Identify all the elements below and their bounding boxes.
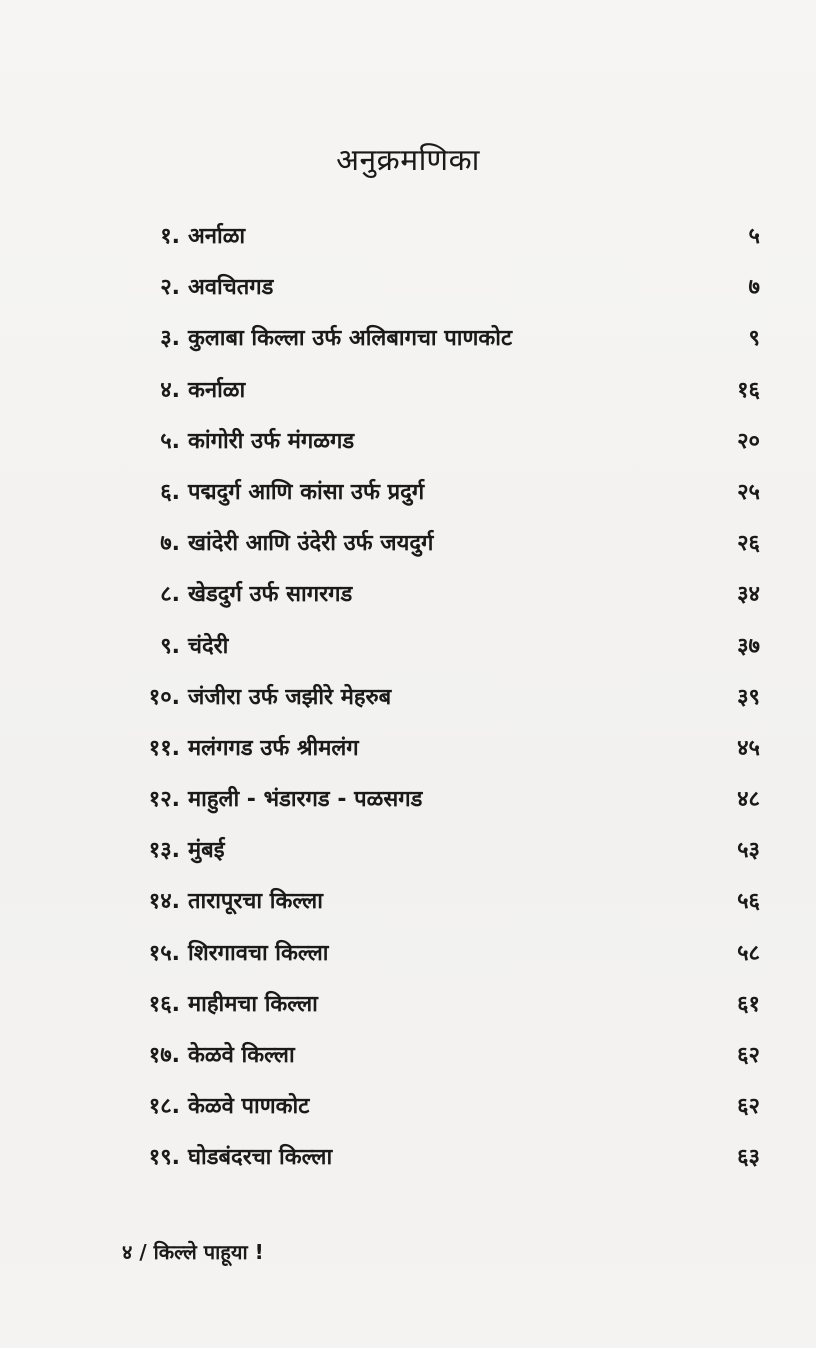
entry-title: केळवे किल्ला xyxy=(188,1043,295,1068)
entry-title: अवचितगड xyxy=(188,275,274,301)
entry-page-number: ७ xyxy=(748,275,760,301)
entry-title: शिरगावचा किल्ला xyxy=(188,940,329,966)
entry-page-number: ५६ xyxy=(737,889,760,915)
toc-entry xyxy=(0,1133,816,1184)
entry-number: १४. xyxy=(148,889,180,915)
entry-title: मलंगगड उर्फ श्रीमलंग xyxy=(188,735,359,761)
entry-page-number: ५३ xyxy=(737,838,760,864)
entry-page-number: ६१ xyxy=(737,991,760,1017)
entry-page-number: २० xyxy=(737,428,760,454)
toc-entry xyxy=(0,417,816,468)
entry-number: १५. xyxy=(148,940,180,966)
toc-entry xyxy=(0,673,816,724)
entry-number: १. xyxy=(160,224,180,249)
table-of-contents xyxy=(0,212,816,1185)
page-title: अनुक्रमणिका xyxy=(336,143,480,178)
toc-entry xyxy=(0,775,816,826)
toc-entry xyxy=(0,826,816,877)
toc-entry xyxy=(0,724,816,775)
entry-number: ७. xyxy=(160,531,180,557)
entry-number: ८. xyxy=(160,582,180,608)
toc-entry xyxy=(0,570,816,621)
entry-number: १२. xyxy=(148,787,180,813)
entry-page-number: ९ xyxy=(748,326,760,352)
entry-number: ६. xyxy=(160,479,180,505)
entry-number: ३. xyxy=(160,326,180,352)
entry-title: पद्मदुर्ग आणि कांसा उर्फ प्रदुर्ग xyxy=(188,479,425,505)
toc-entry xyxy=(0,314,816,365)
toc-entry xyxy=(0,366,816,417)
entry-title: कुलाबा किल्ला उर्फ अलिबागचा पाणकोट xyxy=(188,326,513,352)
entry-number: १६. xyxy=(148,991,180,1017)
entry-page-number: २६ xyxy=(737,531,760,557)
entry-number: १८. xyxy=(148,1094,180,1120)
entry-number: १०. xyxy=(148,684,180,710)
entry-title: केळवे पाणकोट xyxy=(188,1094,310,1120)
toc-entry xyxy=(0,980,816,1031)
entry-title: जंजीरा उर्फ जझीरे मेहरुब xyxy=(188,684,392,710)
entry-page-number: २५ xyxy=(737,479,760,505)
toc-entry xyxy=(0,519,816,570)
toc-entry xyxy=(0,929,816,980)
entry-page-number: ३७ xyxy=(737,633,760,659)
entry-page-number: ३९ xyxy=(737,684,760,710)
toc-entry xyxy=(0,468,816,519)
entry-page-number: ४८ xyxy=(737,787,760,813)
entry-page-number: ४५ xyxy=(737,735,760,761)
entry-page-number: ६२ xyxy=(737,1043,760,1068)
toc-entry xyxy=(0,1031,816,1082)
entry-page-number: १६ xyxy=(737,377,760,403)
entry-number: ४. xyxy=(160,377,180,403)
entry-page-number: ६२ xyxy=(737,1094,760,1120)
entry-number: १९. xyxy=(148,1145,180,1171)
entry-page-number: ५८ xyxy=(737,940,760,966)
toc-entry xyxy=(0,877,816,928)
entry-number: १३. xyxy=(148,838,180,864)
entry-title: माहुली - भंडारगड - पळसगड xyxy=(188,787,423,813)
entry-title: मुंबई xyxy=(188,838,225,864)
page-footer: ४ / किल्ले पाहूया ! xyxy=(122,1240,264,1264)
entry-title: माहीमचा किल्ला xyxy=(188,991,318,1017)
entry-title: अर्नाळा xyxy=(188,224,246,249)
entry-title: खेडदुर्ग उर्फ सागरगड xyxy=(188,582,353,608)
entry-number: ११. xyxy=(148,735,180,761)
entry-title: तारापूरचा किल्ला xyxy=(188,889,323,915)
entry-page-number: ५ xyxy=(748,224,760,249)
entry-page-number: ३४ xyxy=(737,582,760,608)
entry-number: ९. xyxy=(160,633,180,659)
toc-entry xyxy=(0,263,816,314)
entry-number: १७. xyxy=(148,1043,180,1068)
entry-page-number: ६३ xyxy=(737,1145,760,1171)
entry-number: २. xyxy=(160,275,180,301)
toc-entry xyxy=(0,212,816,263)
entry-title: खांदेरी आणि उंदेरी उर्फ जयदुर्ग xyxy=(188,531,434,557)
toc-entry xyxy=(0,622,816,673)
toc-entry xyxy=(0,1082,816,1133)
entry-number: ५. xyxy=(160,428,180,454)
entry-title: चंदेरी xyxy=(188,633,229,659)
entry-title: घोडबंदरचा किल्ला xyxy=(188,1145,333,1171)
entry-title: कांगोरी उर्फ मंगळगड xyxy=(188,428,355,454)
entry-title: कर्नाळा xyxy=(188,377,246,403)
